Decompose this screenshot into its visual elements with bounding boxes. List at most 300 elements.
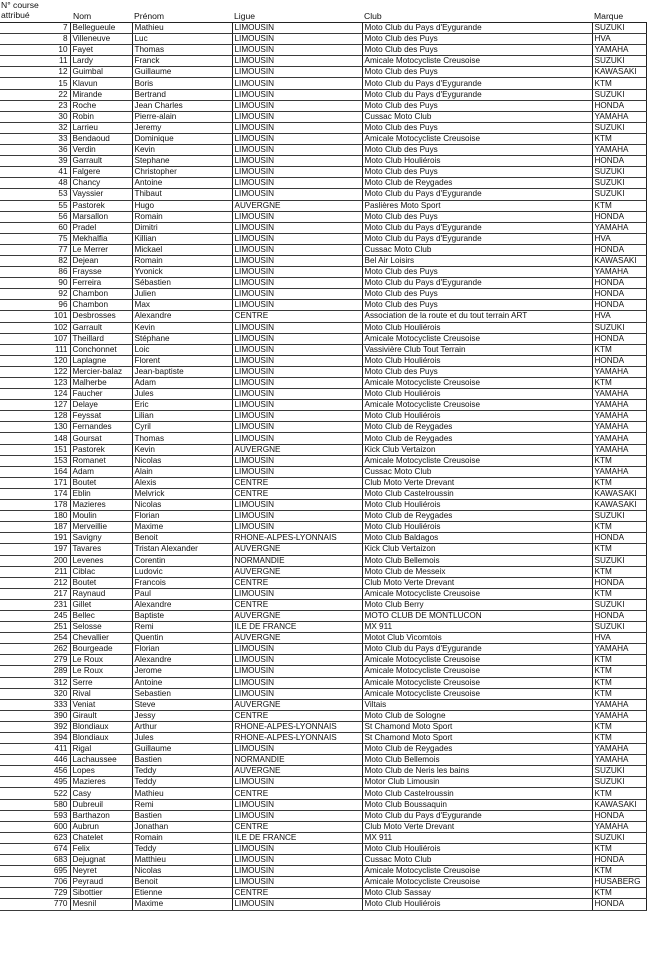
table-row xyxy=(0,200,646,211)
cell-club: Moto Club Houliérois xyxy=(362,843,592,854)
cell-club: Moto Club du Pays d'Eygurande xyxy=(362,278,592,289)
cell-marque: HONDA xyxy=(592,211,646,222)
cell-marque: SUZUKI xyxy=(592,89,646,100)
cell-ligue: CENTRE xyxy=(232,888,362,899)
cell-prenom: Steve xyxy=(132,699,232,710)
cell-num: 15 xyxy=(0,78,70,89)
cell-club: MX 911 xyxy=(362,832,592,843)
table-row xyxy=(0,56,646,67)
cell-prenom: Stephane xyxy=(132,156,232,167)
table-row xyxy=(0,566,646,577)
cell-nom: Dubreuil xyxy=(70,799,132,810)
cell-num: 92 xyxy=(0,289,70,300)
cell-marque: YAMAHA xyxy=(592,433,646,444)
cell-ligue: LIMOUSIN xyxy=(232,344,362,355)
cell-ligue: LIMOUSIN xyxy=(232,267,362,278)
cell-marque: YAMAHA xyxy=(592,411,646,422)
cell-marque: SUZUKI xyxy=(592,832,646,843)
cell-ligue: LIMOUSIN xyxy=(232,111,362,122)
cell-club: Club Moto Verte Drevant xyxy=(362,821,592,832)
cell-prenom: Teddy xyxy=(132,843,232,854)
cell-marque: YAMAHA xyxy=(592,644,646,655)
table-row xyxy=(0,866,646,877)
cell-club: St Chamond Moto Sport xyxy=(362,721,592,732)
table-row xyxy=(0,466,646,477)
cell-ligue: ILE DE FRANCE xyxy=(232,832,362,843)
table-row xyxy=(0,599,646,610)
table-row xyxy=(0,333,646,344)
cell-ligue: LIMOUSIN xyxy=(232,588,362,599)
cell-prenom: Hugo xyxy=(132,200,232,211)
cell-nom: Ferreira xyxy=(70,278,132,289)
table-row xyxy=(0,189,646,200)
cell-marque: SUZUKI xyxy=(592,189,646,200)
cell-ligue: LIMOUSIN xyxy=(232,300,362,311)
cell-club: Moto Club du Pays d'Eygurande xyxy=(362,23,592,34)
cell-prenom: Stéphane xyxy=(132,333,232,344)
cell-ligue: LIMOUSIN xyxy=(232,666,362,677)
cell-prenom: Teddy xyxy=(132,766,232,777)
cell-num: 674 xyxy=(0,843,70,854)
cell-club: Moto Club du Pays d'Eygurande xyxy=(362,222,592,233)
cell-ligue: LIMOUSIN xyxy=(232,333,362,344)
cell-prenom: Franck xyxy=(132,56,232,67)
cell-num: 164 xyxy=(0,466,70,477)
cell-marque: HONDA xyxy=(592,278,646,289)
cell-num: 36 xyxy=(0,145,70,156)
cell-club: Moto Club Houliérois xyxy=(362,411,592,422)
cell-prenom: Lilian xyxy=(132,411,232,422)
cell-marque: HONDA xyxy=(592,156,646,167)
cell-num: 111 xyxy=(0,344,70,355)
cell-marque: YAMAHA xyxy=(592,710,646,721)
cell-prenom: Florian xyxy=(132,511,232,522)
cell-marque: HONDA xyxy=(592,300,646,311)
cell-nom: Larrieu xyxy=(70,122,132,133)
cell-ligue: LIMOUSIN xyxy=(232,156,362,167)
table-row xyxy=(0,344,646,355)
cell-num: 522 xyxy=(0,788,70,799)
cell-marque: KTM xyxy=(592,843,646,854)
cell-ligue: CENTRE xyxy=(232,311,362,322)
cell-num: 107 xyxy=(0,333,70,344)
table-row xyxy=(0,211,646,222)
cell-marque: SUZUKI xyxy=(592,167,646,178)
cell-nom: Veniat xyxy=(70,699,132,710)
cell-prenom: Nicolas xyxy=(132,866,232,877)
cell-marque: HONDA xyxy=(592,610,646,621)
table-row xyxy=(0,488,646,499)
cell-club: Paslières Moto Sport xyxy=(362,200,592,211)
cell-num: 53 xyxy=(0,189,70,200)
table-row xyxy=(0,78,646,89)
cell-nom: Ciblac xyxy=(70,566,132,577)
cell-nom: Mazieres xyxy=(70,777,132,788)
table-row xyxy=(0,389,646,400)
cell-marque: KTM xyxy=(592,666,646,677)
cell-marque: HONDA xyxy=(592,810,646,821)
cell-ligue: LIMOUSIN xyxy=(232,67,362,78)
cell-marque: SUZUKI xyxy=(592,622,646,633)
cell-marque: KTM xyxy=(592,733,646,744)
cell-club: Moto Club Houliérois xyxy=(362,355,592,366)
header-ligue: Ligue xyxy=(234,11,256,21)
cell-num: 22 xyxy=(0,89,70,100)
cell-num: 174 xyxy=(0,488,70,499)
cell-marque: YAMAHA xyxy=(592,45,646,56)
cell-prenom: Nicolas xyxy=(132,500,232,511)
cell-club: Kick Club Vertaizon xyxy=(362,544,592,555)
cell-nom: Romanet xyxy=(70,455,132,466)
cell-num: 200 xyxy=(0,555,70,566)
cell-club: Moto Club des Puys xyxy=(362,34,592,45)
table-row xyxy=(0,145,646,156)
cell-ligue: LIMOUSIN xyxy=(232,810,362,821)
table-row xyxy=(0,267,646,278)
table-row xyxy=(0,222,646,233)
cell-num: 289 xyxy=(0,666,70,677)
cell-num: 32 xyxy=(0,122,70,133)
cell-nom: Le Merrer xyxy=(70,244,132,255)
cell-ligue: CENTRE xyxy=(232,710,362,721)
cell-ligue: LIMOUSIN xyxy=(232,455,362,466)
cell-prenom: Luc xyxy=(132,34,232,45)
table-row xyxy=(0,511,646,522)
cell-num: 706 xyxy=(0,877,70,888)
cell-prenom: Jonathan xyxy=(132,821,232,832)
cell-club: Moto Club Bellemois xyxy=(362,555,592,566)
cell-nom: Bellec xyxy=(70,610,132,621)
cell-marque: YAMAHA xyxy=(592,267,646,278)
cell-prenom: Jules xyxy=(132,389,232,400)
cell-club: Amicale Motocycliste Creusoise xyxy=(362,655,592,666)
cell-prenom: Teddy xyxy=(132,777,232,788)
cell-club: Moto Club de Sologne xyxy=(362,710,592,721)
cell-marque: YAMAHA xyxy=(592,744,646,755)
cell-club: Amicale Motocycliste Creusoise xyxy=(362,56,592,67)
cell-club: Amicale Motocycliste Creusoise xyxy=(362,378,592,389)
cell-ligue: LIMOUSIN xyxy=(232,744,362,755)
cell-club: Cussac Moto Club xyxy=(362,111,592,122)
table-row xyxy=(0,366,646,377)
cell-prenom: Yvonick xyxy=(132,267,232,278)
cell-nom: Merveillie xyxy=(70,522,132,533)
cell-prenom: Thomas xyxy=(132,433,232,444)
cell-ligue: LIMOUSIN xyxy=(232,178,362,189)
cell-club: Moto Club Baldagos xyxy=(362,533,592,544)
cell-num: 10 xyxy=(0,45,70,56)
cell-marque: YAMAHA xyxy=(592,222,646,233)
cell-num: 623 xyxy=(0,832,70,843)
cell-club: Moto Club des Puys xyxy=(362,289,592,300)
cell-nom: Mekhalfia xyxy=(70,233,132,244)
table-row xyxy=(0,133,646,144)
cell-prenom: Thibaut xyxy=(132,189,232,200)
cell-ligue: LIMOUSIN xyxy=(232,56,362,67)
table-row xyxy=(0,23,646,34)
cell-ligue: LIMOUSIN xyxy=(232,233,362,244)
cell-club: Moto Club Castelroussin xyxy=(362,488,592,499)
cell-marque: KTM xyxy=(592,566,646,577)
cell-ligue: CENTRE xyxy=(232,477,362,488)
table-row xyxy=(0,322,646,333)
cell-marque: HONDA xyxy=(592,577,646,588)
cell-num: 231 xyxy=(0,599,70,610)
cell-num: 245 xyxy=(0,610,70,621)
cell-nom: Lachaussee xyxy=(70,755,132,766)
cell-ligue: LIMOUSIN xyxy=(232,500,362,511)
cell-club: Amicale Motocycliste Creusoise xyxy=(362,877,592,888)
cell-club: Club Moto Verte Drevant xyxy=(362,477,592,488)
table-row xyxy=(0,156,646,167)
cell-prenom: Quentin xyxy=(132,633,232,644)
cell-num: 127 xyxy=(0,400,70,411)
cell-num: 178 xyxy=(0,500,70,511)
cell-prenom: Adam xyxy=(132,378,232,389)
table-row xyxy=(0,477,646,488)
cell-prenom: Maxime xyxy=(132,899,232,910)
cell-prenom: Max xyxy=(132,300,232,311)
table-row xyxy=(0,522,646,533)
cell-nom: Chambon xyxy=(70,289,132,300)
cell-marque: KTM xyxy=(592,378,646,389)
cell-ligue: LIMOUSIN xyxy=(232,89,362,100)
cell-nom: Fernandes xyxy=(70,422,132,433)
cell-marque: HONDA xyxy=(592,855,646,866)
cell-prenom: Mathieu xyxy=(132,788,232,799)
table-row xyxy=(0,855,646,866)
cell-num: 262 xyxy=(0,644,70,655)
cell-ligue: AUVERGNE xyxy=(232,633,362,644)
cell-prenom: Romain xyxy=(132,255,232,266)
header-club: Club xyxy=(364,11,382,21)
table-row xyxy=(0,766,646,777)
cell-nom: Malherbe xyxy=(70,378,132,389)
cell-nom: Feyssat xyxy=(70,411,132,422)
cell-prenom: Christopher xyxy=(132,167,232,178)
cell-marque: KAWASAKI xyxy=(592,799,646,810)
table-row xyxy=(0,577,646,588)
cell-club: Moto Club des Puys xyxy=(362,122,592,133)
cell-club: Motor Club Limousin xyxy=(362,777,592,788)
cell-ligue: NORMANDIE xyxy=(232,755,362,766)
cell-marque: SUZUKI xyxy=(592,122,646,133)
cell-marque: HVA xyxy=(592,311,646,322)
cell-marque: SUZUKI xyxy=(592,555,646,566)
cell-nom: Vayssier xyxy=(70,189,132,200)
cell-nom: Blondiaux xyxy=(70,721,132,732)
cell-prenom: Jules xyxy=(132,733,232,744)
cell-prenom: Corentin xyxy=(132,555,232,566)
cell-club: Moto Club Sassay xyxy=(362,888,592,899)
cell-nom: Casy xyxy=(70,788,132,799)
header-nom: Nom xyxy=(73,11,92,21)
cell-nom: Laplagne xyxy=(70,355,132,366)
cell-ligue: LIMOUSIN xyxy=(232,644,362,655)
cell-nom: Bellegueule xyxy=(70,23,132,34)
cell-club: Moto Club des Puys xyxy=(362,211,592,222)
cell-marque: HONDA xyxy=(592,244,646,255)
cell-num: 411 xyxy=(0,744,70,755)
cell-marque: YAMAHA xyxy=(592,699,646,710)
cell-prenom: Maxime xyxy=(132,522,232,533)
table-row xyxy=(0,788,646,799)
cell-marque: KAWASAKI xyxy=(592,488,646,499)
cell-nom: Chambon xyxy=(70,300,132,311)
cell-ligue: LIMOUSIN xyxy=(232,278,362,289)
cell-marque: HVA xyxy=(592,34,646,45)
cell-ligue: LIMOUSIN xyxy=(232,855,362,866)
cell-nom: Dejugnat xyxy=(70,855,132,866)
cell-nom: Savigny xyxy=(70,533,132,544)
cell-ligue: LIMOUSIN xyxy=(232,655,362,666)
cell-club: Cussac Moto Club xyxy=(362,466,592,477)
cell-marque: KTM xyxy=(592,588,646,599)
cell-num: 320 xyxy=(0,688,70,699)
cell-nom: Lopes xyxy=(70,766,132,777)
cell-prenom: Tristan Alexander xyxy=(132,544,232,555)
cell-prenom: Kevin xyxy=(132,145,232,156)
cell-num: 82 xyxy=(0,255,70,266)
cell-nom: Desbrosses xyxy=(70,311,132,322)
cell-prenom: Jerome xyxy=(132,666,232,677)
cell-club: Moto Club Boussaquin xyxy=(362,799,592,810)
table-row xyxy=(0,622,646,633)
cell-ligue: NORMANDIE xyxy=(232,555,362,566)
cell-nom: Barthazon xyxy=(70,810,132,821)
cell-prenom: Bastien xyxy=(132,810,232,821)
cell-ligue: CENTRE xyxy=(232,821,362,832)
cell-num: 279 xyxy=(0,655,70,666)
table-row xyxy=(0,178,646,189)
cell-ligue: LIMOUSIN xyxy=(232,45,362,56)
cell-nom: Theillard xyxy=(70,333,132,344)
cell-nom: Moulin xyxy=(70,511,132,522)
cell-marque: SUZUKI xyxy=(592,178,646,189)
cell-nom: Selosse xyxy=(70,622,132,633)
cell-marque: YAMAHA xyxy=(592,444,646,455)
cell-marque: KTM xyxy=(592,788,646,799)
cell-prenom: Dominique xyxy=(132,133,232,144)
cell-num: 148 xyxy=(0,433,70,444)
cell-nom: Roche xyxy=(70,100,132,111)
cell-marque: SUZUKI xyxy=(592,599,646,610)
cell-club: Moto Club du Pays d'Eygurande xyxy=(362,810,592,821)
table-row xyxy=(0,255,646,266)
cell-num: 33 xyxy=(0,133,70,144)
cell-club: Vassivière Club Tout Terrain xyxy=(362,344,592,355)
cell-marque: HONDA xyxy=(592,533,646,544)
table-row xyxy=(0,244,646,255)
cell-prenom: Jessy xyxy=(132,710,232,721)
cell-marque: YAMAHA xyxy=(592,111,646,122)
cell-nom: Pastorek xyxy=(70,200,132,211)
cell-num: 151 xyxy=(0,444,70,455)
cell-nom: Dejean xyxy=(70,255,132,266)
cell-prenom: Alexis xyxy=(132,477,232,488)
cell-prenom: Boris xyxy=(132,78,232,89)
cell-ligue: LIMOUSIN xyxy=(232,378,362,389)
table-row xyxy=(0,433,646,444)
cell-nom: Gillet xyxy=(70,599,132,610)
table-row xyxy=(0,500,646,511)
riders-table xyxy=(0,22,647,911)
cell-prenom: Alexandre xyxy=(132,655,232,666)
cell-nom: Robin xyxy=(70,111,132,122)
cell-marque: KTM xyxy=(592,200,646,211)
cell-club: Moto Club des Puys xyxy=(362,300,592,311)
cell-marque: KTM xyxy=(592,888,646,899)
table-row xyxy=(0,655,646,666)
cell-marque: HONDA xyxy=(592,100,646,111)
cell-club: Moto Club de Reygades xyxy=(362,178,592,189)
cell-num: 394 xyxy=(0,733,70,744)
cell-club: Amicale Motocycliste Creusoise xyxy=(362,688,592,699)
cell-nom: Bourgeade xyxy=(70,644,132,655)
cell-club: Moto Club Houliérois xyxy=(362,522,592,533)
table-row xyxy=(0,810,646,821)
cell-prenom: Benoit xyxy=(132,877,232,888)
cell-num: 217 xyxy=(0,588,70,599)
cell-nom: Eblin xyxy=(70,488,132,499)
cell-marque: HUSABERG xyxy=(592,877,646,888)
cell-prenom: Sebastien xyxy=(132,688,232,699)
table-row xyxy=(0,411,646,422)
cell-prenom: Kevin xyxy=(132,444,232,455)
cell-ligue: LIMOUSIN xyxy=(232,100,362,111)
cell-ligue: LIMOUSIN xyxy=(232,400,362,411)
cell-marque: SUZUKI xyxy=(592,766,646,777)
cell-num: 130 xyxy=(0,422,70,433)
cell-num: 254 xyxy=(0,633,70,644)
cell-club: Moto Club de Reygades xyxy=(362,744,592,755)
table-row xyxy=(0,67,646,78)
table-row xyxy=(0,744,646,755)
cell-nom: Levenes xyxy=(70,555,132,566)
cell-club: Moto Club de Reygades xyxy=(362,511,592,522)
cell-club: Moto Club de Reygades xyxy=(362,422,592,433)
cell-marque: KTM xyxy=(592,721,646,732)
cell-num: 446 xyxy=(0,755,70,766)
cell-ligue: CENTRE xyxy=(232,788,362,799)
cell-num: 123 xyxy=(0,378,70,389)
cell-num: 12 xyxy=(0,67,70,78)
cell-marque: KTM xyxy=(592,477,646,488)
cell-prenom: Thomas xyxy=(132,45,232,56)
cell-nom: Le Roux xyxy=(70,655,132,666)
header-marque: Marque xyxy=(594,11,624,21)
cell-marque: KTM xyxy=(592,455,646,466)
cell-club: Amicale Motocycliste Creusoise xyxy=(362,333,592,344)
table-row xyxy=(0,455,646,466)
cell-nom: Faucher xyxy=(70,389,132,400)
cell-ligue: LIMOUSIN xyxy=(232,255,362,266)
cell-prenom: Romain xyxy=(132,211,232,222)
cell-club: Moto Club des Puys xyxy=(362,45,592,56)
cell-num: 171 xyxy=(0,477,70,488)
cell-ligue: LIMOUSIN xyxy=(232,677,362,688)
cell-nom: Fraysse xyxy=(70,267,132,278)
cell-nom: Mesnil xyxy=(70,899,132,910)
table-row xyxy=(0,899,646,910)
cell-nom: Klavun xyxy=(70,78,132,89)
cell-num: 128 xyxy=(0,411,70,422)
cell-num: 683 xyxy=(0,855,70,866)
cell-nom: Peyraud xyxy=(70,877,132,888)
cell-ligue: AUVERGNE xyxy=(232,544,362,555)
cell-nom: Aubrun xyxy=(70,821,132,832)
cell-nom: Garrault xyxy=(70,156,132,167)
